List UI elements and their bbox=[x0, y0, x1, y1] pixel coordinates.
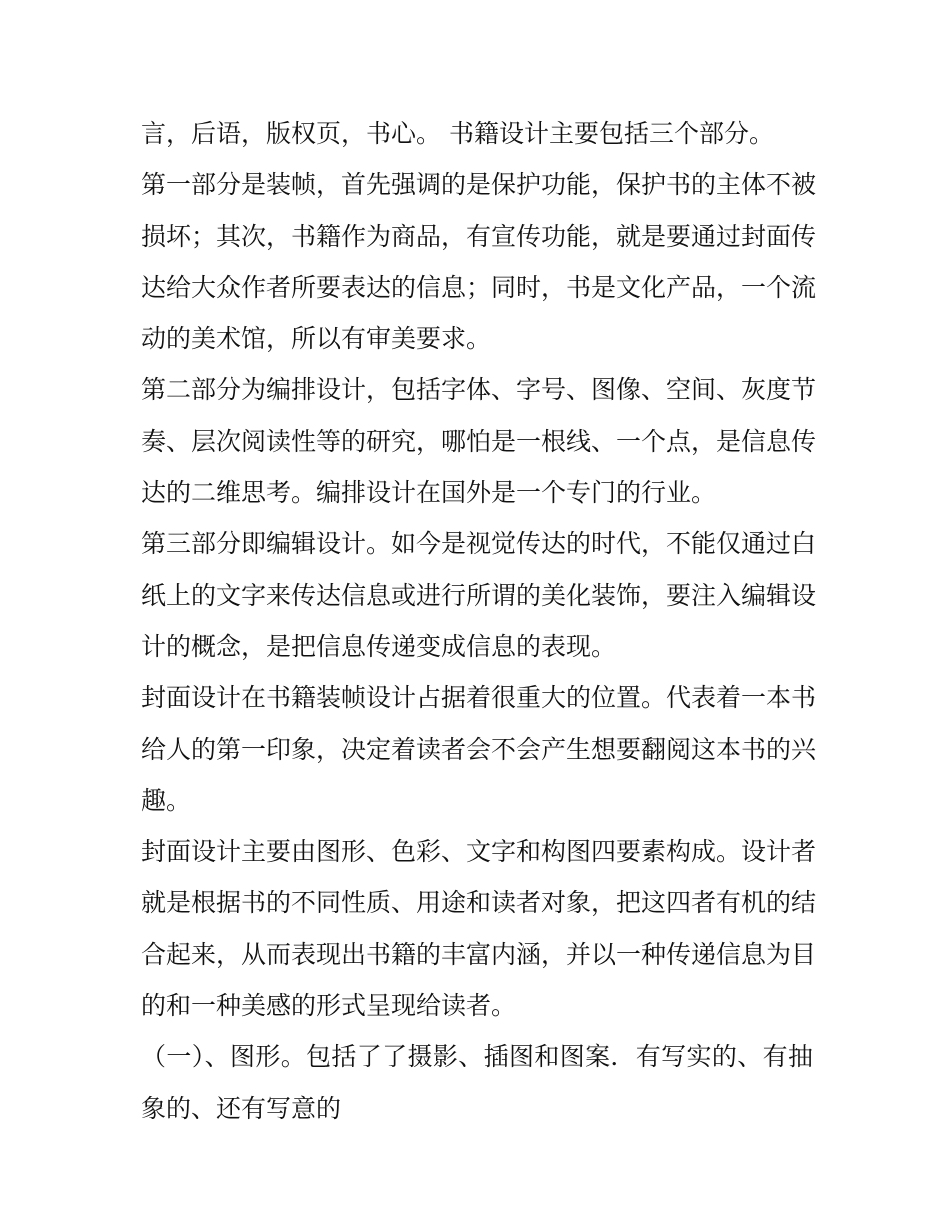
text-line: 第一部分是装帧，首先强调的是保护功能，保护书的主体不被 bbox=[141, 170, 817, 200]
text-line: 奏、层次阅读性等的研究，哪怕是一根线、一个点，是信息传 bbox=[141, 426, 817, 456]
text-line: 达的二维思考。编排设计在国外是一个专门的行业。 bbox=[141, 478, 717, 508]
text-line: 封面设计主要由图形、色彩、文字和构图四要素构成。设计者 bbox=[141, 837, 817, 867]
text-line: 趣。 bbox=[141, 785, 192, 815]
text-line: 的和一种美感的形式呈现给读者。 bbox=[141, 991, 517, 1021]
text-line: 损坏；其次，书籍作为商品，有宣传功能，就是要通过封面传 bbox=[141, 221, 817, 251]
text-line: 象的、还有写意的 bbox=[141, 1093, 342, 1123]
text-line: 计的概念，是把信息传递变成信息的表现。 bbox=[141, 631, 617, 661]
text-line: 就是根据书的不同性质、用途和读者对象，把这四者有机的结 bbox=[141, 888, 817, 918]
text-line: 纸上的文字来传达信息或进行所谓的美化装饰，要注入编辑设 bbox=[141, 580, 817, 610]
text-line: 第三部分即编辑设计。如今是视觉传达的时代，不能仅通过白 bbox=[141, 529, 817, 559]
text-line: 封面设计在书籍装帧设计占据着很重大的位置。代表着一本书 bbox=[141, 683, 817, 713]
text-line: 给人的第一印象，决定着读者会不会产生想要翻阅这本书的兴 bbox=[141, 734, 817, 764]
text-line: （一）、图形。包括了了摄影、插图和图案．有写实的、有抽 bbox=[141, 1042, 813, 1072]
text-line: 言，后语，版权页，书心。 书籍设计主要包括三个部分。 bbox=[141, 119, 774, 148]
body-text bbox=[141, 108, 817, 1134]
text-line: 第二部分为编排设计，包括字体、字号、图像、空间、灰度节 bbox=[141, 375, 817, 405]
text-line: 合起来，从而表现出书籍的丰富内涵，并以一种传递信息为目 bbox=[141, 939, 817, 969]
text-line: 动的美术馆，所以有审美要求。 bbox=[141, 324, 492, 354]
text-line: 达给大众作者所要表达的信息；同时，书是文化产品，一个流 bbox=[141, 272, 817, 302]
